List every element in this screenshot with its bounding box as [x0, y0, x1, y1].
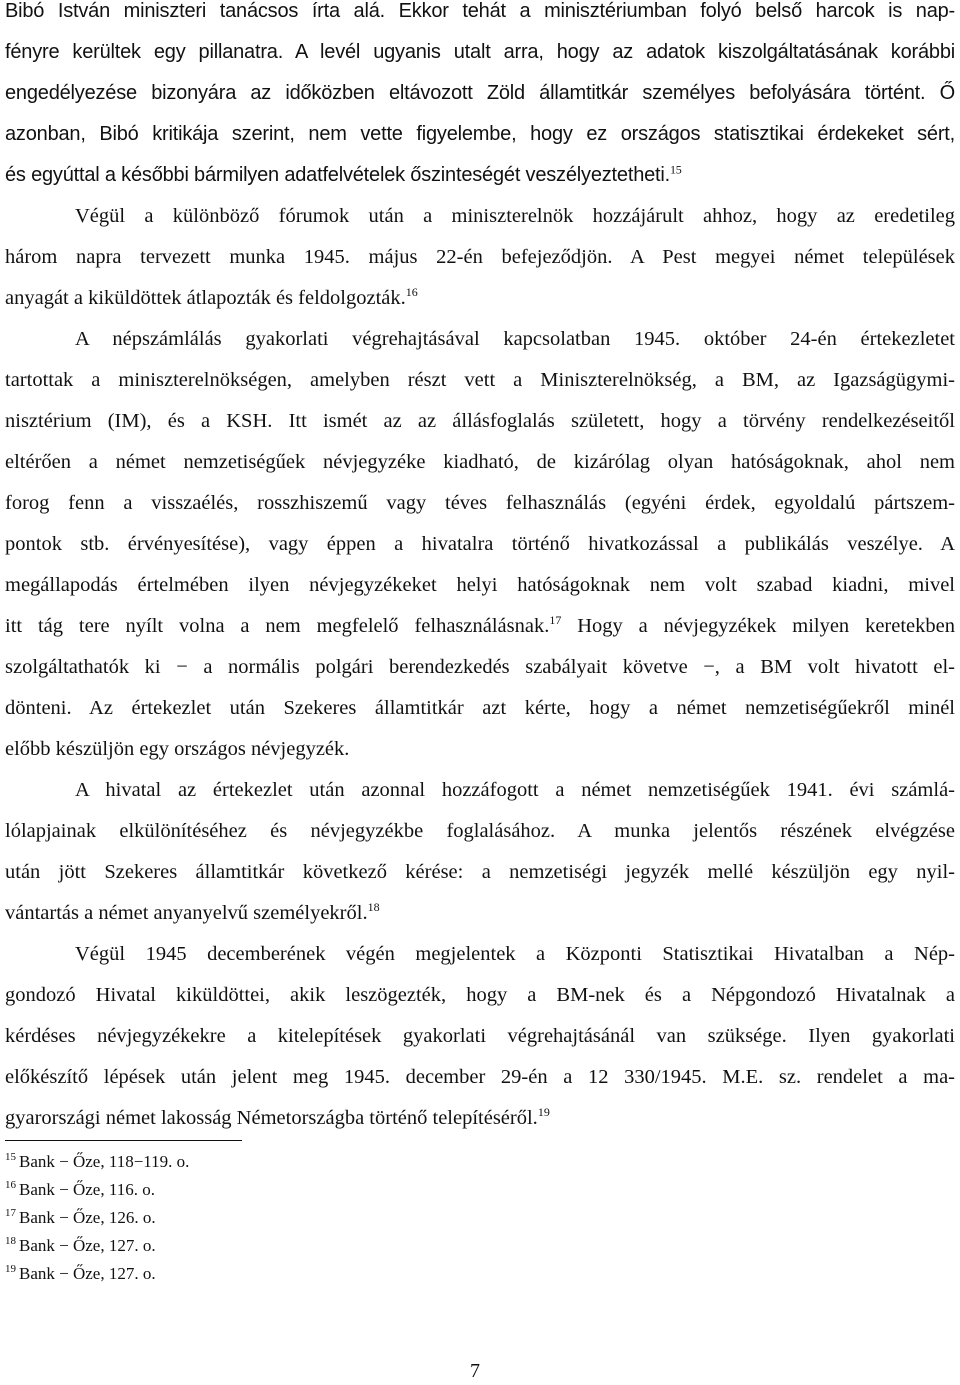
- page-number: 7: [470, 1360, 480, 1382]
- text-line: gondozó Hivatal kiküldöttei, akik leszögezték, hogy a BM-nek és a Népgondozó Hivatalnak a: [5, 984, 955, 1006]
- text-line: három napra tervezett munka 1945. május 22-én befejeződjön. A Pest megyei német települések: [5, 246, 955, 268]
- footnote-ref-15: 15: [670, 162, 682, 177]
- text-line: nisztérium (IM), és a KSH. Itt ismét az az állásfoglalás született, hogy a törvény rendelkezéseitől: [5, 410, 955, 432]
- text-line: után jött Szekeres államtitkár következő kérése: a nemzetiségi jegyzék mellé készüljön egy nyil-: [5, 861, 955, 883]
- footnote-separator: [5, 1140, 242, 1141]
- text-line: Bibó István miniszteri tanácsos írta alá. Ekkor tehát a minisztériumban folyó belső harcok is nap-: [5, 0, 955, 22]
- text-line: lólapjainak elkülönítéséhez és névjegyzékbe foglalásához. A munka jelentős részének elvégzése: [5, 820, 955, 842]
- text-line: előkészítő lépések után jelent meg 1945. december 29-én a 12 330/1945. M.E. sz. rendelet a ma-: [5, 1066, 955, 1088]
- text-line: megállapodás értelmében ilyen névjegyzékeket helyi hatóságoknak nem volt szabad kiadni, mivel: [5, 574, 955, 596]
- text-line: forog fenn a visszaélés, rosszhiszemű vagy téves felhasználás (egyéni érdek, egyoldalú pártszem-: [5, 492, 955, 514]
- footnote-ref-17: 17: [549, 613, 562, 628]
- footnote-ref-16: 16: [405, 285, 418, 300]
- footnote: $^{18}$ Bank − Őze, 127. o.: [5, 1235, 156, 1255]
- text-line: Végül a különböző fórumok után a miniszterelnök hozzájárult ahhoz, hogy az eredetileg: [75, 205, 955, 227]
- text-line: Végül 1945 decemberének végén megjelentek a Központi Statisztikai Hivatalban a Nép-: [75, 943, 955, 965]
- text-line: engedélyezése bizonyára az időközben eltávozott Zöld államtitkár személyes befolyására történt. Ő: [5, 82, 955, 104]
- text-line: eltérően a német nemzetiségűek névjegyzéke kiadható, de kizárólag olyan hatóságoknak, ahol nem: [5, 451, 955, 473]
- text-line: azonban, Bibó kritikája szerint, nem vette figyelembe, hogy ez országos statisztikai érdekeket sért,: [5, 123, 955, 145]
- text-line: szolgáltathatók ki − a normális polgári berendezkedés szabályait követve −, a BM volt hivatott el-: [5, 656, 955, 678]
- text-line: tartottak a miniszterelnökségen, amelyben részt vett a Miniszterelnökség, a BM, az Igazságügymi-: [5, 369, 955, 391]
- footnote: $^{15}$ Bank − Őze, 118−119. o.: [5, 1151, 190, 1171]
- text-line: dönteni. Az értekezlet után Szekeres államtitkár azt kérte, hogy a német nemzetiségűekről minél: [5, 697, 955, 719]
- footnote-ref-18: 18: [367, 900, 380, 915]
- text-line: anyagát a kiküldöttek átlapozták és feldolgozták.$^{16}$: [5, 285, 418, 309]
- footnote: $^{19}$ Bank − Őze, 127. o.: [5, 1263, 156, 1283]
- footnote: $^{17}$ Bank − Őze, 126. o.: [5, 1207, 156, 1227]
- text-line: pontok stb. érvényesítése), vagy éppen a hivatalra történő hivatkozással a publikálás veszélye. A: [5, 533, 955, 555]
- text-line: kérdéses névjegyzékekre a kitelepítések gyakorlati végrehajtásánál van szüksége. Ilyen gyakorlati: [5, 1025, 955, 1047]
- text-line: fényre kerültek egy pillanatra. A levél ugyanis utalt arra, hogy az adatok kiszolgáltatásának korábbi: [5, 41, 955, 63]
- footnote: $^{16}$ Bank − Őze, 116. o.: [5, 1179, 155, 1199]
- text-line: itt tág tere nyílt volna a nem megfelelő felhasználásnak.$^{17}$ Hogy a névjegyzékek milyen keretekben: [5, 613, 955, 637]
- footnote-ref-19: 19: [537, 1105, 550, 1120]
- text-line: vántartás a német anyanyelvű személyekről.$^{18}$: [5, 900, 380, 924]
- text-line: előbb készüljön egy országos névjegyzék.: [5, 738, 350, 760]
- text-line: A népszámlálás gyakorlati végrehajtásával kapcsolatban 1945. október 24-én értekezletet: [75, 328, 955, 350]
- text-line: gyarországi német lakosság Németországba történő telepítéséről.$^{19}$: [5, 1105, 550, 1129]
- text-line: és egyúttal a későbbi bármilyen adatfelvételek őszinteségét veszélyeztetheti.$^{15}$: [5, 162, 682, 186]
- text-line: A hivatal az értekezlet után azonnal hozzáfogott a német nemzetiségűek 1941. évi számlá-: [75, 779, 955, 801]
